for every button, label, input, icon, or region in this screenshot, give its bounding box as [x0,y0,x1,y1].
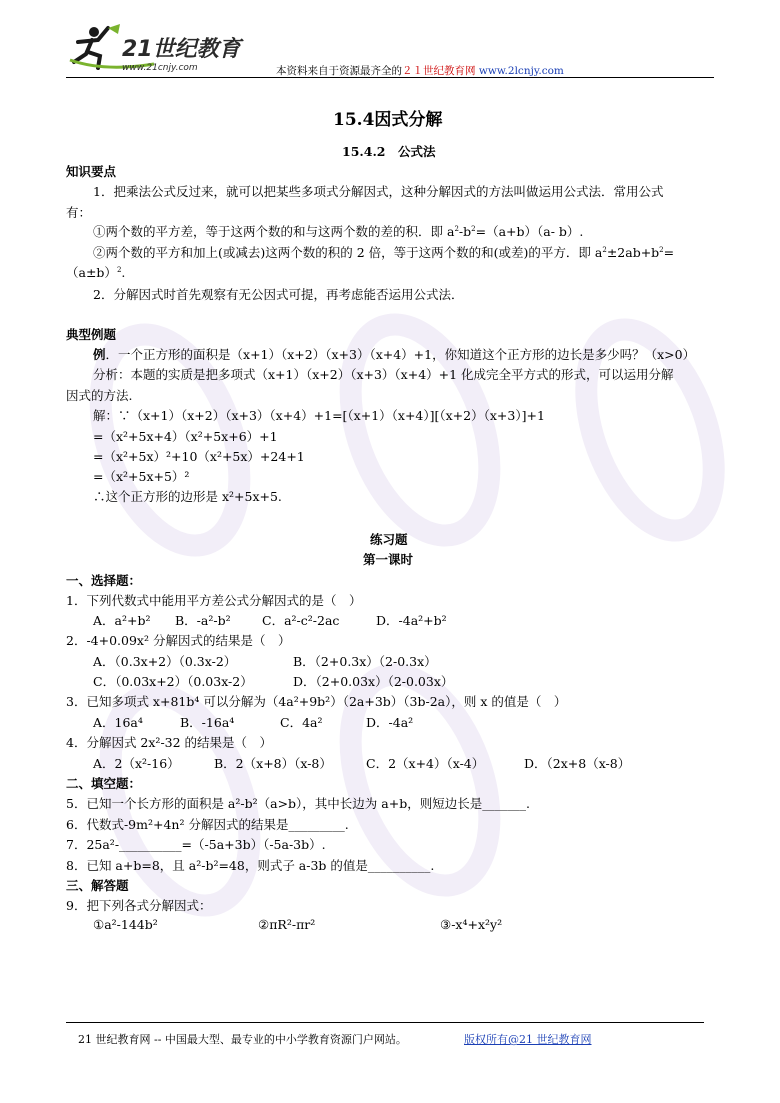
footer-divider [66,1022,704,1023]
exercise-heading: 练习题 [370,532,408,547]
section-fill: 二、填空题： [66,776,142,791]
q1-option-d: D．-4a²+b² [376,613,447,628]
solution-line-1: 解：∵（x+1）（x+2）（x+3）（x+4）+1=[（x+1）（x+4）][（x+2）（x+3）]+1 [93,408,545,423]
q2-option-a: A．（0.3x+2）（0.3x-2） [93,654,237,669]
header-site[interactable]: ２１世纪教育网 [402,65,476,77]
question-8: 8．已知 a+b=8，且 a²-b²=48，则式子 a-3b 的值是__________. [66,858,435,873]
q3-option-b: B．-16a⁴ [180,715,235,730]
question-7: 7．25a²-__________=（-5a+3b）（-5a-3b）. [66,837,326,852]
header-prefix: 本资料来自于资源最齐全的 [276,65,402,77]
footer-text: 21 世纪教育网 -- 中国最大型、最专业的中小学教育资源门户网站。 [78,1033,407,1046]
formula-difference-of-squares: ①两个数的平方差，等于这两个数的和与这两个数的差的积．即 $a^2-b^2=(a+b)(a-$ b）. [93,224,584,239]
q1-option-c: C．a²-c²-2ac [262,613,340,628]
header-divider [66,77,714,78]
solution-line-4: =（x²+5x+5）² [93,469,190,484]
logo-url: www.21cnjy.com [122,63,198,73]
q1-option-b: B．-a²-b² [175,613,231,628]
formula-perfect-square-cont: $(a\pm b)^2$. [66,265,126,280]
q3-option-d: D．-4a² [366,715,414,730]
example-question: 例．一个正方形的面积是（x+1）（x+2）（x+3）（x+4）+1，你知道这个正方形的边长是多少吗？（x>0） [93,347,696,362]
q9-item-3: ③-x⁴+x²y² [440,917,503,932]
example-analysis: 分析：本题的实质是把多项式（x+1）（x+2）（x+3）（x+4）+1 化成完全平方式的形式，可以运用分解 [93,367,674,382]
question-5: 5．已知一个长方形的面积是 a²-b²（a>b），其中长边为 a+b，则短边长是_______. [66,796,530,811]
example-heading: 典型例题 [66,327,117,342]
q4-option-a: A．2（x²-16） [93,756,180,771]
lesson-heading: 第一课时 [363,552,414,567]
page-title: 15.4因式分解 [333,110,443,130]
q2-option-b: B．（2+0.3x）（2-0.3x） [293,654,437,669]
section-choice: 一、选择题： [66,573,142,588]
q4-option-d: D．（2x+8（x-8） [524,756,631,771]
knowledge-p1b: 有： [66,205,92,220]
question-1: 1．下列代数式中能用平方差公式分解因式的是（ ） [66,593,362,608]
q3-option-c: C．4a² [280,715,323,730]
question-9: 9．把下列各式分解因式： [66,898,212,913]
question-6: 6．代数式-9m²+4n² 分解因式的结果是_________. [66,817,349,832]
q4-option-b: B．2（x+8）（x-8） [214,756,332,771]
question-3: 3．已知多项式 x+81b⁴ 可以分解为（4a²+9b²）（2a+3b）（3b-2a），则 x 的值是（ ） [66,694,567,709]
header-source-text [276,63,564,78]
q9-item-1: ①a²-144b² [93,917,158,932]
example-analysis-cont: 因式的方法. [66,388,133,403]
solution-conclusion: ∴这个正方形的边形是 x²+5x+5. [93,489,282,504]
logo-21cnjy [64,20,264,76]
q1-option-a: A．a²+b² [93,613,151,628]
knowledge-p2: 2．分解因式时首先观察有无公因式可提，再考虑能否运用公式法． [93,287,464,302]
section-answer: 三、解答题 [66,878,129,893]
page-subtitle: 15.4.2 公式法 [342,144,436,159]
solution-line-3: =（x²+5x）²+10（x²+5x）+24+1 [93,449,305,464]
q3-option-a: A．16a⁴ [93,715,143,730]
question-2: 2．-4+0.09x² 分解因式的结果是（ ） [66,633,291,648]
formula-perfect-square: ②两个数的平方和加上(或减去)这两个数的积的 2 倍，等于这两个数的和(或差)的平方．即 $a^2\pm 2ab+b^2=$ [93,245,675,260]
logo-text: 21世纪教育 [122,37,241,62]
q2-option-d: D．（2+0.03x）（2-0.03x） [293,674,454,689]
footer-copyright-link[interactable]: 版权所有@21 世纪教育网 [464,1033,592,1046]
solution-line-2: =（x²+5x+4）（x²+5x+6）+1 [93,429,278,444]
q9-item-2: ②πR²-πr² [258,917,316,932]
q2-option-c: C．（0.03x+2）（0.03x-2） [93,674,253,689]
question-4: 4．分解因式 2x²-32 的结果是（ ） [66,735,273,750]
header-url[interactable]: www.2lcnjy.com [478,65,564,77]
knowledge-p1a: 1．把乘法公式反过来，就可以把某些多项式分解因式，这种分解因式的方法叫做运用公式法．常用公式 [93,184,664,199]
q4-option-c: C．2（x+4）（x-4） [366,756,485,771]
knowledge-heading: 知识要点 [66,164,117,179]
